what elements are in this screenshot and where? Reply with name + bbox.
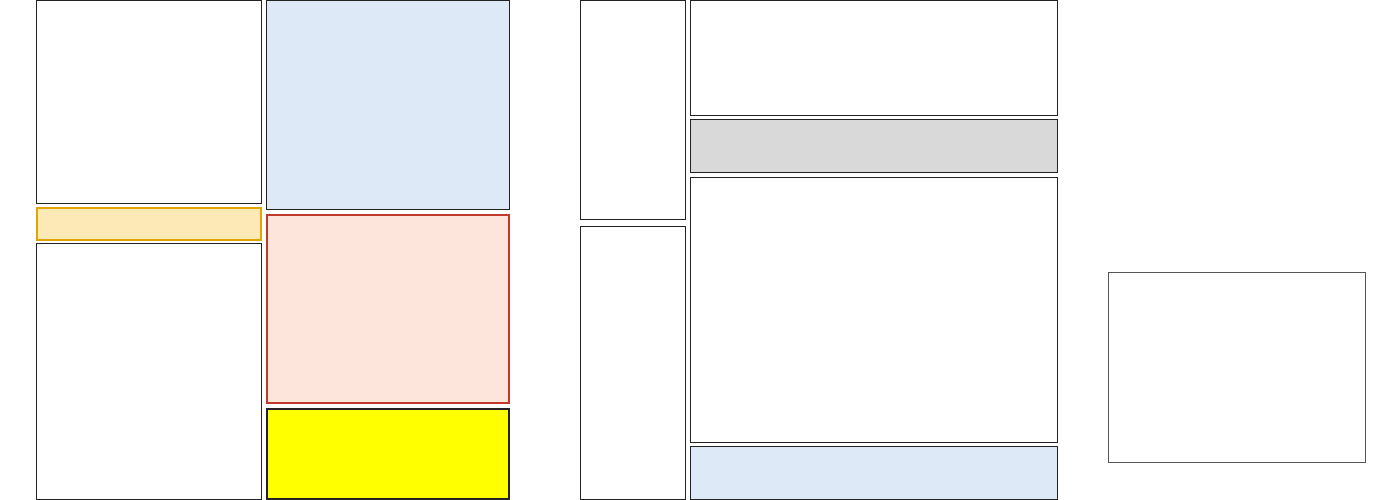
birthdays-box xyxy=(690,0,1058,116)
support-heading xyxy=(36,207,262,241)
recovery-resources-box xyxy=(580,226,686,500)
meeting-calendar-grid xyxy=(1108,272,1366,463)
table-of-contents xyxy=(580,0,686,220)
volunteer-opportunities-box xyxy=(266,214,510,404)
board-members-box xyxy=(266,0,510,210)
join-club-box xyxy=(36,0,262,204)
welcome-new-members xyxy=(690,119,1058,173)
support-meeting-list xyxy=(36,243,262,500)
service-opportunity-box xyxy=(266,408,510,500)
meeting-schedule-list xyxy=(1110,0,1366,248)
calendar-grid-svg xyxy=(1109,273,1367,464)
statement-of-purpose xyxy=(690,446,1058,500)
thank-yous-box xyxy=(690,177,1058,443)
